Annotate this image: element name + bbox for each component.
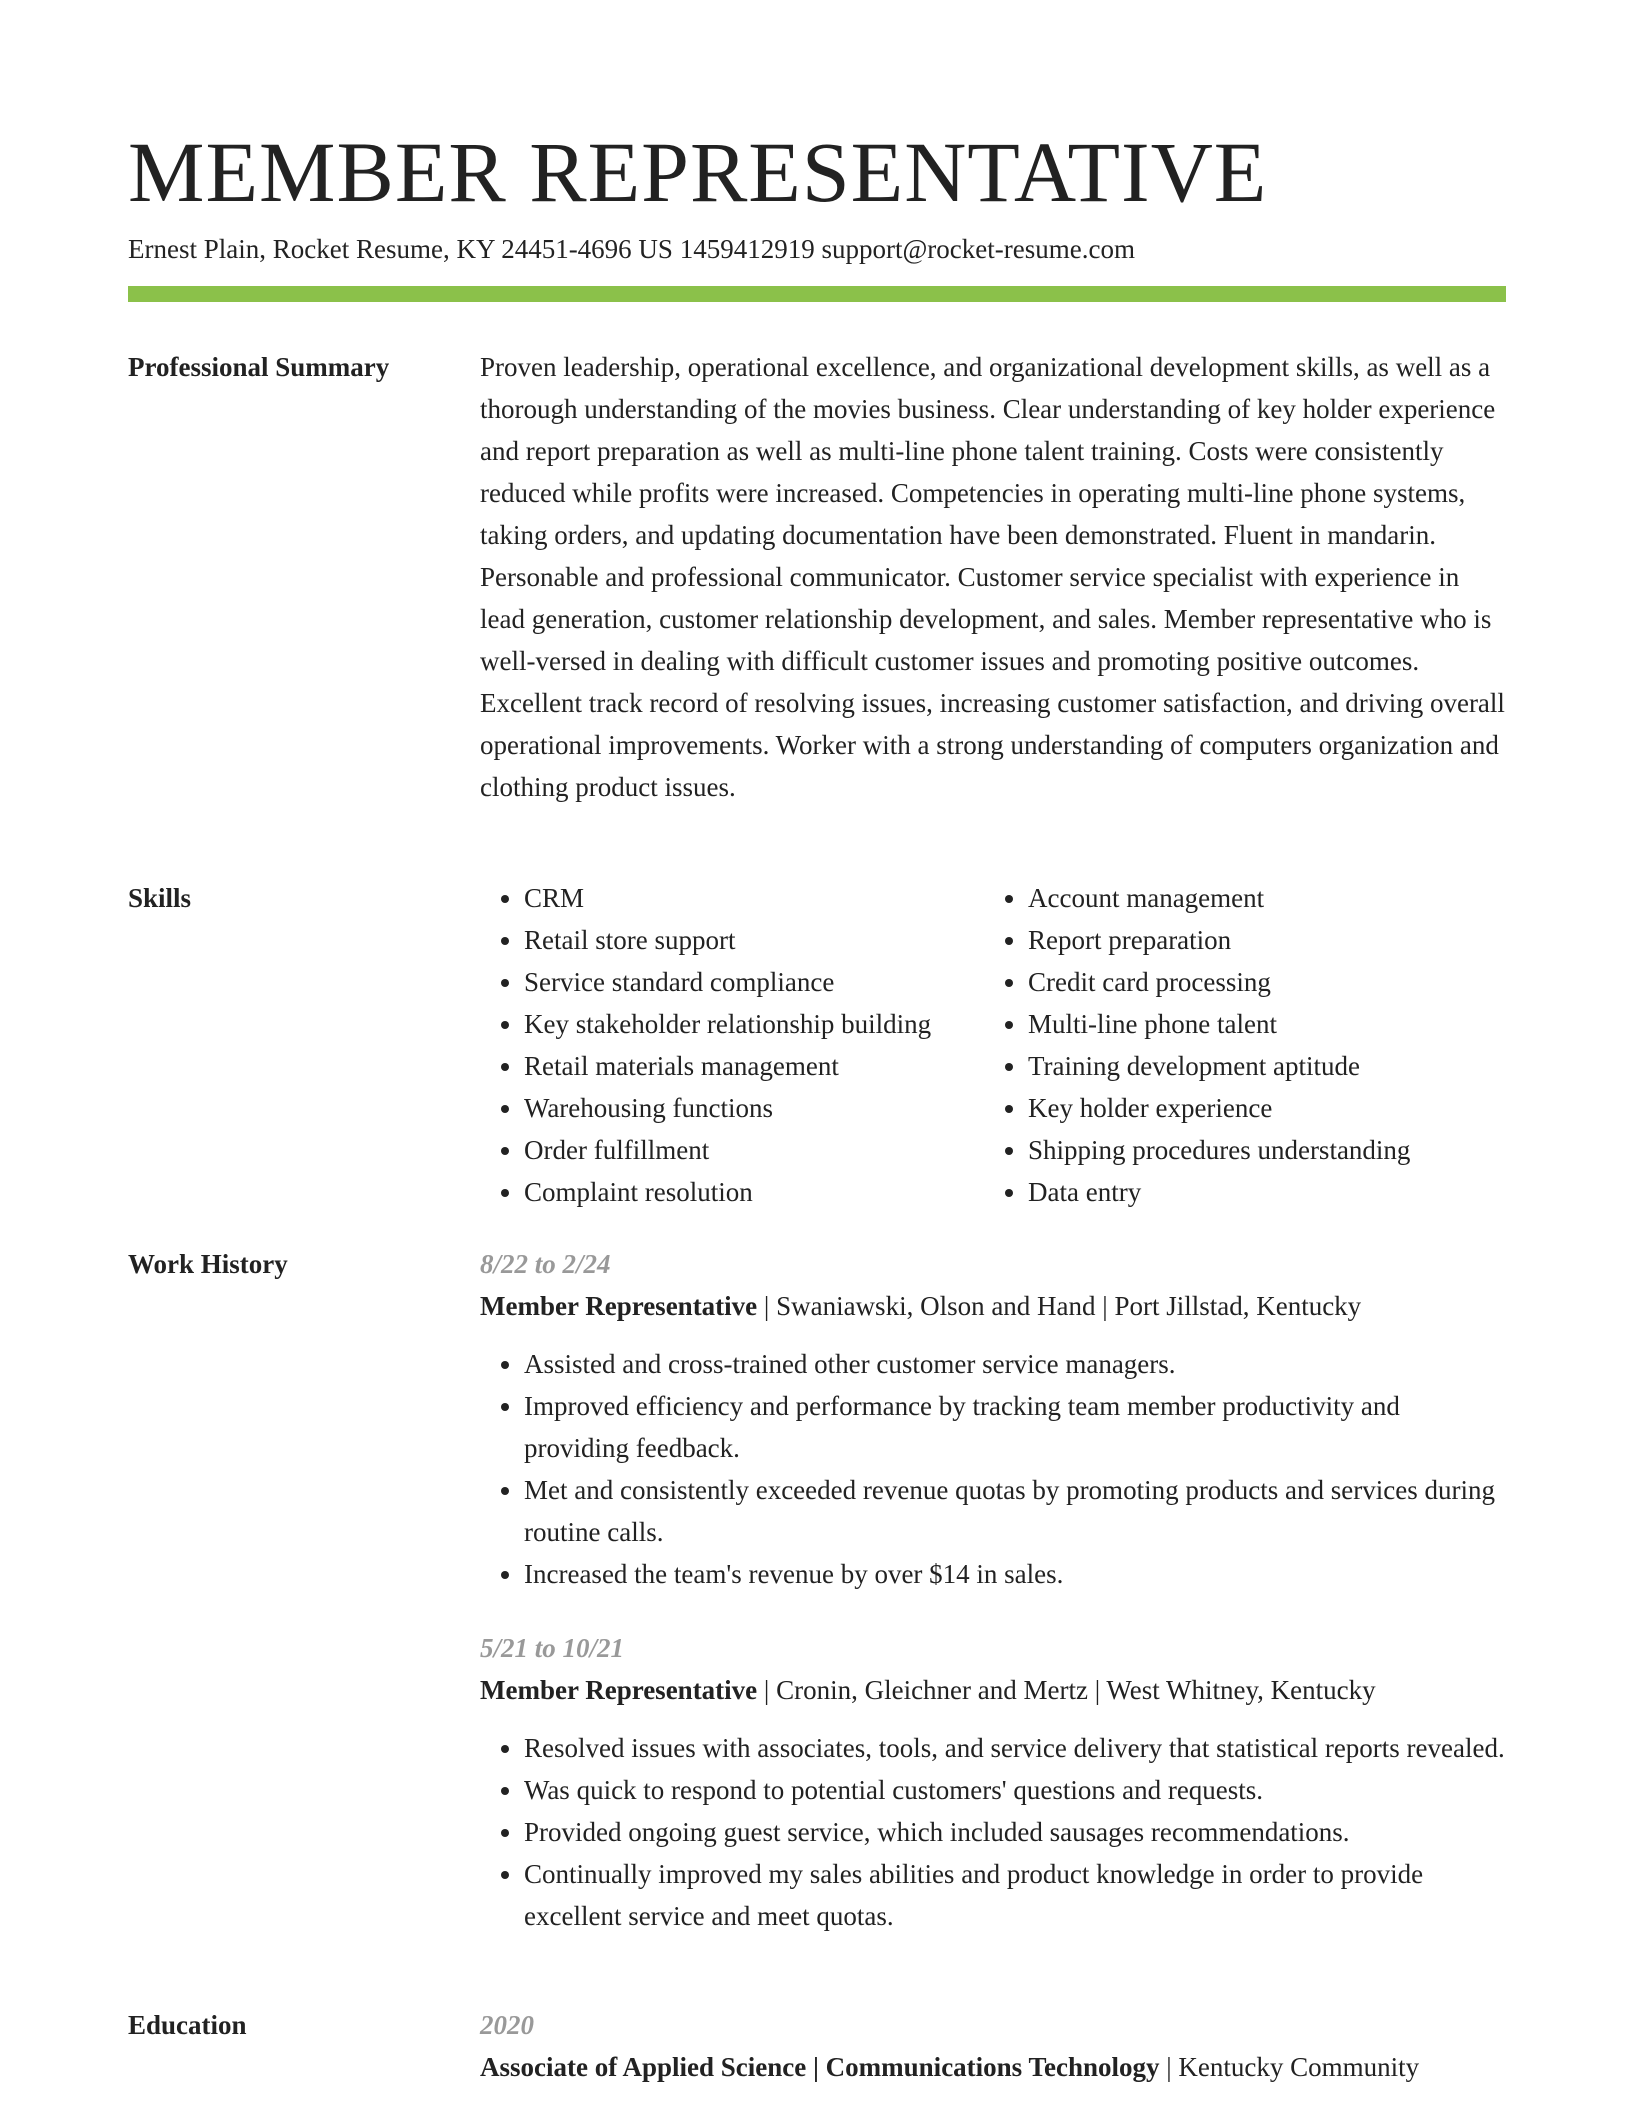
job-employer-location: | Swaniawski, Olson and Hand | Port Jillstad, Kentucky <box>757 1291 1362 1321</box>
skill-item: • Complaint resolution <box>524 1171 984 1213</box>
job-title: Member Representative <box>480 1675 758 1705</box>
skill-item: • Account management <box>1028 877 1488 919</box>
skills-column-left <box>480 877 984 1213</box>
education-body <box>480 2004 1506 2088</box>
skill-item: • Data entry <box>1028 1171 1488 1213</box>
summary-heading: Professional Summary <box>128 352 390 382</box>
job-dates: 8/22 to 2/24 <box>480 1249 611 1279</box>
skills-column-right <box>984 877 1488 1213</box>
skill-item: • Retail materials management <box>524 1045 984 1087</box>
skill-item: • Key stakeholder relationship building <box>524 1003 984 1045</box>
job-bullet: • Improved efficiency and performance by tracking team member productivity and providing feedback. <box>524 1385 1506 1469</box>
skills-list-right <box>984 877 1488 1213</box>
skills-body <box>480 877 1506 1213</box>
summary-body <box>480 346 1506 808</box>
job-bullet: • Resolved issues with associates, tools, and service delivery that statistical reports revealed. <box>524 1727 1506 1769</box>
job-bullet: • Provided ongoing guest service, which included sausages recommendations. <box>524 1811 1506 1853</box>
school-name: | Kentucky Community <box>1159 2052 1420 2082</box>
skills-columns <box>480 877 1506 1213</box>
job-title: Member Representative <box>480 1291 758 1321</box>
job-heading <box>480 1669 1506 1711</box>
work-history-body <box>480 1243 1506 1937</box>
skills-list-left <box>480 877 984 1213</box>
contact-line: Ernest Plain, Rocket Resume, KY 24451-4696 US 1459412919 support@rocket-resume.com <box>128 234 1135 264</box>
job-bullet: • Continually improved my sales abilities and product knowledge in order to provide excellent service and meet quotas. <box>524 1853 1506 1937</box>
job-bullet: • Was quick to respond to potential customers' questions and requests. <box>524 1769 1506 1811</box>
skill-item: • Multi-line phone talent <box>1028 1003 1488 1045</box>
skill-item: • Retail store support <box>524 919 984 961</box>
summary-text: Proven leadership, operational excellence, and organizational development skills, as well as a thorough understanding of the movies business. Clear understanding of key holder experience and report preparation as well as multi-line phone talent training. Costs were consistently reduced while profits were increased. Competencies in operating multi-line phone systems, taking orders, and updating documentation have been demonstrated. Fluent in mandarin. Personable and professional communicator. Customer service specialist with experience in lead generation, customer relationship development, and sales. Member representative who is well-versed in dealing with difficult customer issues and promoting positive outcomes. Excellent track record of resolving issues, increasing customer satisfaction, and driving overall operational improvements. Worker with a strong understanding of computers organization and clothing product issues. <box>480 352 1505 802</box>
education-heading-line <box>480 2046 1506 2088</box>
skill-item: • Shipping procedures understanding <box>1028 1129 1488 1171</box>
skill-item: • Credit card processing <box>1028 961 1488 1003</box>
skill-item: • Warehousing functions <box>524 1087 984 1129</box>
degree-title: Associate of Applied Science | Communications Technology <box>480 2052 1160 2082</box>
job-employer-location: | Cronin, Gleichner and Mertz | West Whitney, Kentucky <box>757 1675 1376 1705</box>
work-history-heading: Work History <box>128 1249 288 1279</box>
resume-name: MEMBER REPRESENTATIVE <box>128 124 1268 220</box>
job-bullet: • Increased the team's revenue by over $14 in sales. <box>524 1553 1506 1595</box>
skill-item: • CRM <box>524 877 984 919</box>
job-bullet: • Met and consistently exceeded revenue quotas by promoting products and services during routine calls. <box>524 1469 1506 1553</box>
education-heading: Education <box>128 2010 247 2040</box>
skill-item: • Order fulfillment <box>524 1129 984 1171</box>
accent-divider <box>128 286 1506 302</box>
job-entry <box>480 1627 1506 1937</box>
skill-item: • Report preparation <box>1028 919 1488 961</box>
skill-item: • Training development aptitude <box>1028 1045 1488 1087</box>
job-bullets <box>480 1343 1506 1595</box>
job-heading <box>480 1285 1506 1327</box>
job-entry <box>480 1243 1506 1595</box>
job-bullet: • Assisted and cross-trained other customer service managers. <box>524 1343 1506 1385</box>
skills-heading: Skills <box>128 883 192 913</box>
skill-item: • Key holder experience <box>1028 1087 1488 1129</box>
job-bullets <box>480 1727 1506 1937</box>
education-year: 2020 <box>480 2010 534 2040</box>
job-dates: 5/21 to 10/21 <box>480 1633 625 1663</box>
skill-item: • Service standard compliance <box>524 961 984 1003</box>
